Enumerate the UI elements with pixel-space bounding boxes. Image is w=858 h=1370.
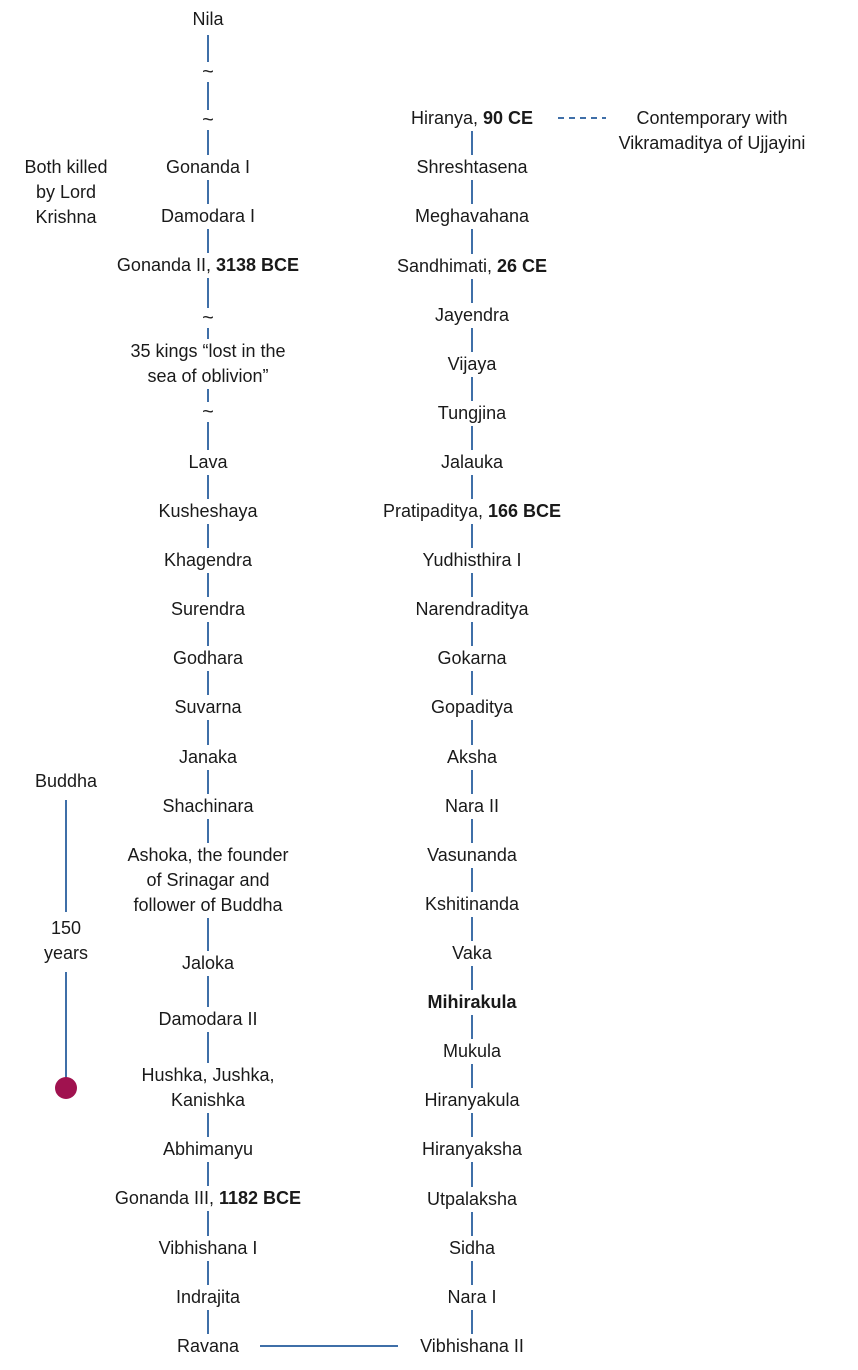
king-date: 90 CE xyxy=(483,108,534,128)
king-name: Hiranya, xyxy=(410,108,483,128)
right-king-7 xyxy=(439,450,505,475)
left-king-3 xyxy=(115,253,301,278)
king-name: Vijaya xyxy=(447,354,497,374)
king-name: Vibhishana I xyxy=(158,1238,258,1258)
king-name: Gonanda I xyxy=(165,157,251,177)
left-king-2 xyxy=(159,204,257,229)
king-name: Khagendra xyxy=(163,550,253,570)
king-date: Mihirakula xyxy=(427,992,517,1012)
right-king-18 xyxy=(425,990,518,1015)
right-king-5 xyxy=(446,352,499,377)
king-name: Vibhishana II xyxy=(420,1336,524,1356)
right-king-20 xyxy=(422,1088,521,1113)
king-name: Ashoka, the founder of Srinagar and follower of Buddha xyxy=(127,845,289,915)
king-name: Vasunanda xyxy=(427,845,517,865)
king-name: Aksha xyxy=(446,747,498,767)
king-name: Mukula xyxy=(442,1041,502,1061)
king-name: Hushka, Jushka, Kanishka xyxy=(141,1065,275,1110)
right-king-3 xyxy=(395,254,549,279)
king-name: Nara I xyxy=(447,1287,497,1307)
king-name: Tungjina xyxy=(437,403,507,423)
king-name: Lava xyxy=(188,452,228,472)
note-krishna: Both killed by Lord Krishna xyxy=(24,157,108,227)
king-name: Damodara II xyxy=(158,1009,258,1029)
king-name: Jalauka xyxy=(440,452,504,472)
king-name: Yudhisthira I xyxy=(422,550,522,570)
king-date: 1182 BCE xyxy=(219,1188,302,1208)
left-king-14 xyxy=(180,951,236,976)
buddha-timeline-dot xyxy=(55,1077,77,1099)
right-king-12 xyxy=(429,695,515,720)
left-king-15 xyxy=(156,1007,259,1032)
right-king-16 xyxy=(423,892,521,917)
left-king-21 xyxy=(175,1334,241,1359)
king-name: Gopaditya xyxy=(430,697,514,717)
gap-marker-1: ~ xyxy=(202,109,214,131)
right-king-6 xyxy=(436,401,508,426)
gap-marker-3: ~ xyxy=(202,401,214,423)
right-king-22 xyxy=(425,1187,519,1212)
king-name: Jaloka xyxy=(181,953,235,973)
king-date: 26 CE xyxy=(497,256,548,276)
note-buddha: Buddha xyxy=(34,771,98,791)
king-name: Narendraditya xyxy=(415,599,529,619)
king-name: Kusheshaya xyxy=(158,501,258,521)
left-king-20 xyxy=(174,1285,242,1310)
left-king-10 xyxy=(172,695,243,720)
right-king-4 xyxy=(433,303,511,328)
left-king-7 xyxy=(162,548,254,573)
left-king-18 xyxy=(113,1186,303,1211)
right-king-19 xyxy=(441,1039,503,1064)
right-king-15 xyxy=(425,843,519,868)
left-king-5 xyxy=(186,450,229,475)
left-king-4 xyxy=(128,339,287,389)
right-king-8 xyxy=(381,499,563,524)
king-name: Shreshtasena xyxy=(416,157,528,177)
king-name: Utpalaksha xyxy=(426,1189,518,1209)
left-king-12 xyxy=(160,794,255,819)
left-king-0 xyxy=(190,7,225,32)
left-king-13 xyxy=(125,843,290,918)
right-king-14 xyxy=(443,794,501,819)
king-name: Vaka xyxy=(452,943,492,963)
left-king-6 xyxy=(156,499,259,524)
gap-marker-0: ~ xyxy=(202,61,214,83)
right-king-11 xyxy=(435,646,508,671)
right-king-1 xyxy=(414,155,529,180)
king-name: Indrajita xyxy=(175,1287,241,1307)
king-name: Ravana xyxy=(176,1336,240,1356)
gap-marker-2: ~ xyxy=(202,307,214,329)
king-name: Abhimanyu xyxy=(162,1139,254,1159)
king-date: 166 BCE xyxy=(488,501,562,521)
right-king-23 xyxy=(447,1236,497,1261)
left-king-19 xyxy=(157,1236,260,1261)
king-name: Pratipaditya, xyxy=(382,501,489,521)
note-150-years: 150 years xyxy=(43,918,88,963)
right-king-0 xyxy=(409,106,535,131)
right-king-17 xyxy=(450,941,494,966)
right-king-13 xyxy=(445,745,499,770)
left-king-8 xyxy=(169,597,247,622)
left-king-1 xyxy=(164,155,252,180)
right-king-10 xyxy=(413,597,530,622)
right-king-9 xyxy=(420,548,523,573)
king-name: Damodara I xyxy=(160,206,256,226)
right-king-21 xyxy=(420,1137,524,1162)
king-name: Shachinara xyxy=(162,796,254,816)
king-name: Gonanda II, xyxy=(116,255,217,275)
king-name: Meghavahana xyxy=(414,206,530,226)
note-vikramaditya: Contemporary with Vikramaditya of Ujjayini xyxy=(618,108,806,153)
king-name: Gonanda III, xyxy=(114,1188,220,1208)
left-king-9 xyxy=(171,646,245,671)
king-name: Nila xyxy=(192,9,224,29)
left-king-11 xyxy=(177,745,239,770)
king-name: Jayendra xyxy=(434,305,510,325)
king-name: Nara II xyxy=(444,796,500,816)
king-name: Sandhimati, xyxy=(396,256,498,276)
right-king-24 xyxy=(445,1285,498,1310)
left-king-17 xyxy=(161,1137,255,1162)
right-king-25 xyxy=(418,1334,526,1359)
king-name: 35 kings “lost in the sea of oblivion” xyxy=(130,341,286,386)
king-name: Sidha xyxy=(448,1238,496,1258)
king-name: Kshitinanda xyxy=(424,894,520,914)
king-name: Suvarna xyxy=(174,697,242,717)
king-name: Surendra xyxy=(170,599,246,619)
king-name: Gokarna xyxy=(437,648,507,668)
king-name: Hiranyaksha xyxy=(421,1139,523,1159)
king-name: Godhara xyxy=(172,648,244,668)
right-king-2 xyxy=(413,204,531,229)
left-king-16 xyxy=(139,1063,276,1113)
king-name: Hiranyakula xyxy=(424,1090,520,1110)
king-name: Janaka xyxy=(178,747,238,767)
king-date: 3138 BCE xyxy=(216,255,300,275)
